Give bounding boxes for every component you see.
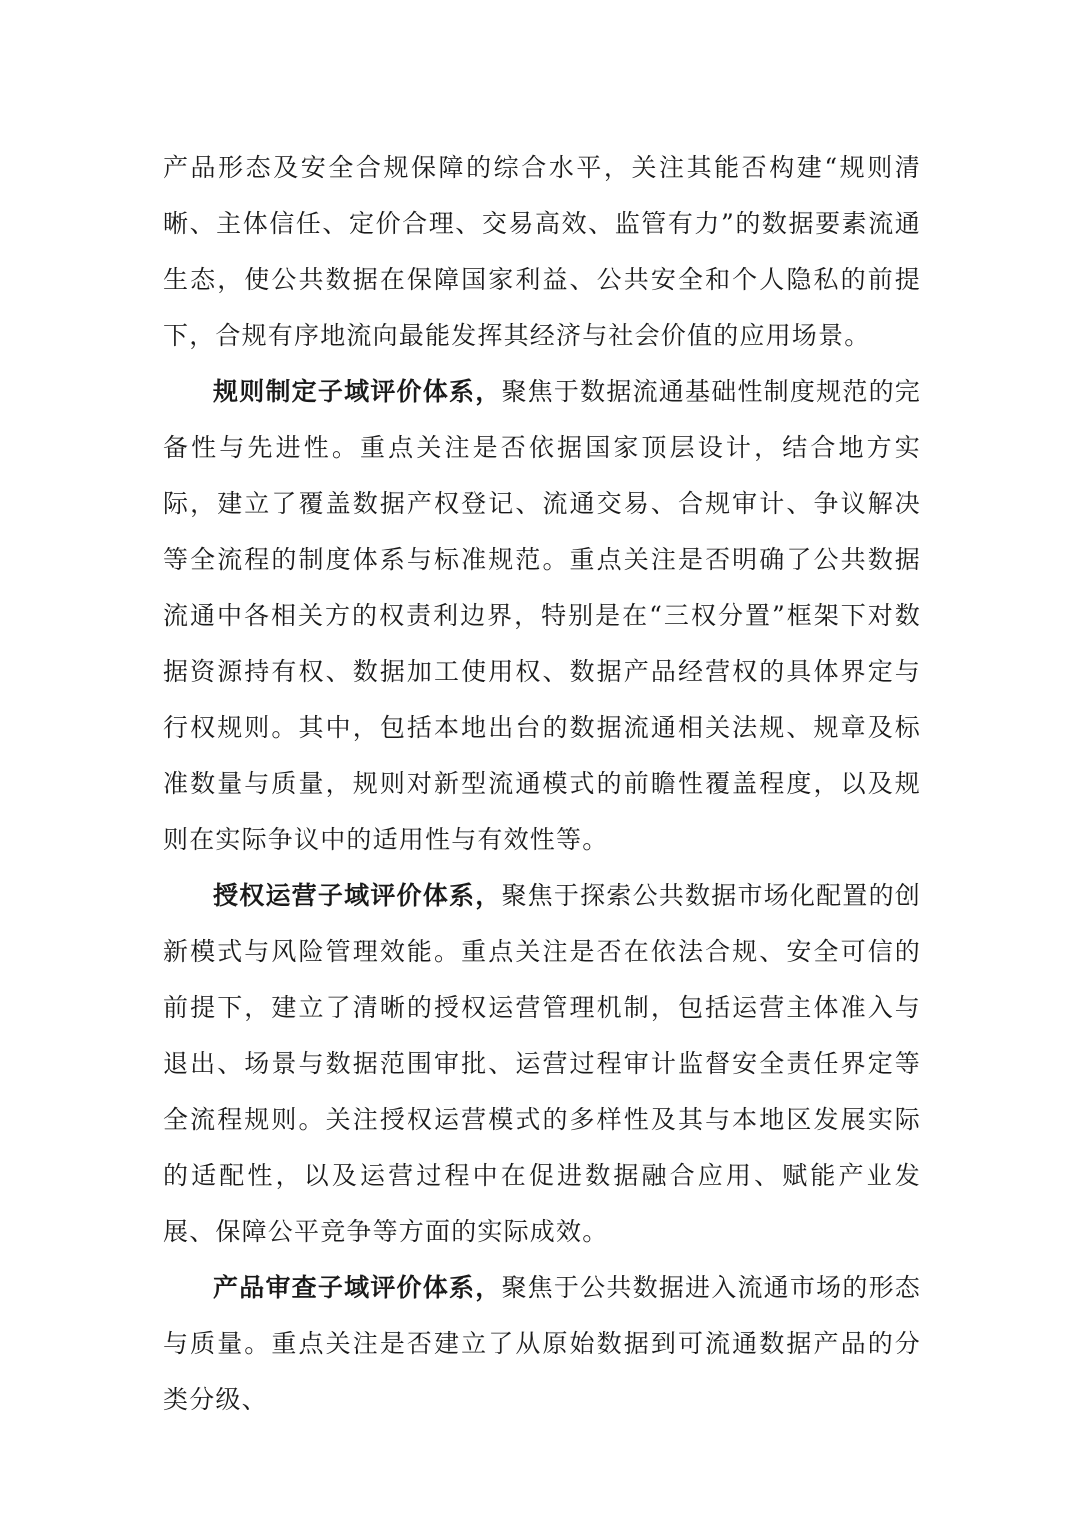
paragraph-text: 聚焦于数据流通基础性制度规范的完备性与先进性。重点关注是否依据国家顶层设计，结合地方实际，建立了覆盖数据产权登记、流通交易、合规审计、争议解决等全流程的制度体系与标准规范。重点关注是否明确了公共数据流通中各相关方的权责利边界，特别是在“三权分置”框架下对数据资源持有权、数据加工使用权、数据产品经营权的具体界定与行权规则。其中，包括本地出台的数据流通相关法规、规章及标准数量与质量，规则对新型流通模式的前瞻性覆盖程度，以及规则在实际争议中的适用性与有效性等。 (163, 377, 921, 854)
paragraph-heading: 规则制定子域评价体系， (213, 377, 502, 406)
paragraph-heading: 产品审查子域评价体系， (213, 1273, 502, 1302)
paragraph-text: 聚焦于探索公共数据市场化配置的创新模式与风险管理效能。重点关注是否在依法合规、安全可信的前提下，建立了清晰的授权运营管理机制，包括运营主体准入与退出、场景与数据范围审批、运营过程审计监督安全责任界定等全流程规则。关注授权运营模式的多样性及其与本地区发展实际的适配性，以及运营过程中在促进数据融合应用、赋能产业发展、保障公平竞争等方面的实际成效。 (163, 881, 921, 1246)
paragraph-heading: 授权运营子域评价体系， (213, 881, 502, 910)
paragraph-text: 聚焦于公共数据进入流通市场的形态与质量。重点关注是否建立了从原始数据到可流通数据产品的分类分级、 (163, 1273, 921, 1414)
paragraph-rule-making (163, 364, 921, 868)
paragraph-continuation (163, 140, 921, 364)
paragraph-product-review (163, 1260, 921, 1428)
paragraph-text: 产品形态及安全合规保障的综合水平，关注其能否构建“规则清晰、主体信任、定价合理、交易高效、监管有力”的数据要素流通生态，使公共数据在保障国家利益、公共安全和个人隐私的前提下，合规有序地流向最能发挥其经济与社会价值的应用场景。 (163, 153, 921, 350)
paragraph-authorized-operation (163, 868, 921, 1260)
document-body (163, 140, 921, 1428)
